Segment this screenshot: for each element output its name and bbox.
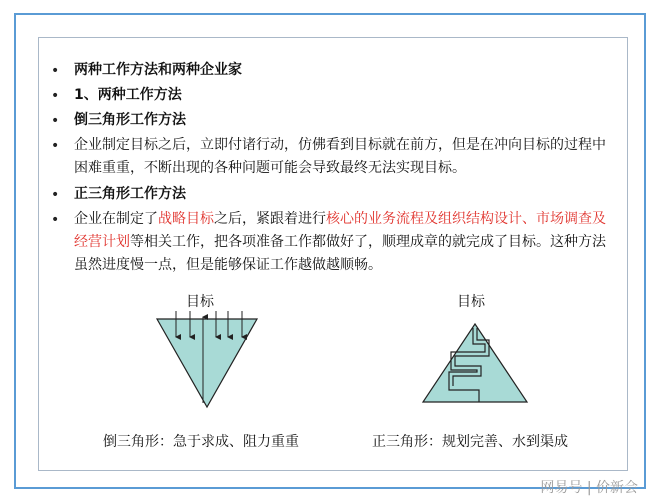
left-diagram-label: 目标 [186,294,214,310]
right-diagram-label: 目标 [457,294,485,310]
highlight-strategy: 战略目标 [158,211,214,227]
bullet-text: 正三角形工作方法 [74,186,186,202]
bullet-text: 1、两种工作方法 [74,87,182,103]
bullet-text: 两种工作方法和两种企业家 [74,62,242,78]
outer-frame [14,13,646,489]
highlight-process: 核心的业务流程及组织结构设计、市场调查及经营计划 [74,211,606,250]
upright-triangle-diagram [419,310,549,420]
right-caption: 正三角形：规划完善、水到渠成 [372,434,568,450]
bullet-text-rich: 企业在制定了战略目标之后，紧跟着进行核心的业务流程及组织结构设计、市场调查及经营计划等相关工作，把各项准备工作都做好了，顺理成章的就完成了目标。这种方法虽然进度慢一点，但是能够保证工作越做越顺畅。 [74,211,606,273]
bullet-text: 倒三角形工作方法 [74,112,186,128]
left-caption: 倒三角形：急于求成、阻力重重 [103,434,299,450]
inverted-triangle-diagram [144,309,294,429]
watermark: 网易号 | 价新会 [540,480,638,496]
bullet-text: 企业制定目标之后，立即付诸行动，仿佛看到目标就在前方，但是在冲向目标的过程中困难重重，不断出现的各种问题可能会导致最终无法实现目标。 [74,137,606,176]
slide: • 两种工作方法和两种企业家 • 1、两种工作方法 • 倒三角形工作方法 • 企业制定目标之后，立即付诸行动，仿佛看到目标就在前方，但是在冲向目标的过程中困难重重，不断出现的各种问题可能会导致最终无法实现目标。 • 正三角形工作方法 • 企业在制定了战略目标之后，紧跟着进行核心的业务流程及组织结构设计、市场调查及经营计划等相关工作，把各项准备工作都做好了，顺理成章的就完成了目标。这种方法虽然进度慢一点，但是能够保证工作越做越顺畅。 目标 目标 倒三角形：急于求成、阻力重重 正三角形：规划完善、水到渠成 [38,37,628,471]
